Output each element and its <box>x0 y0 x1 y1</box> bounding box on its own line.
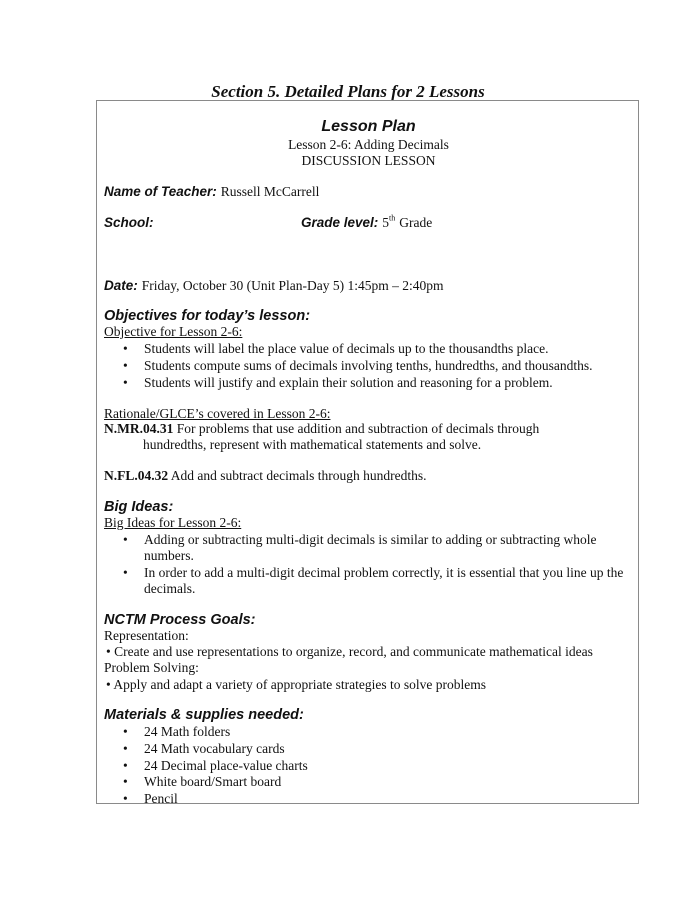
nctm-group-item: • Apply and adapt a variety of appropriate strategies to solve problems <box>106 677 486 692</box>
lesson-subtitle: Lesson 2-6: Adding Decimals <box>288 137 449 152</box>
rationale-subheading: Rationale/GLCE’s covered in Lesson 2-6: <box>104 406 331 421</box>
date-row <box>104 277 443 295</box>
bullet-icon: • <box>123 724 128 739</box>
bullet-icon: • <box>123 758 128 773</box>
bullet-icon: • <box>123 532 128 547</box>
nctm-group-item: • Create and use representations to organize, record, and communicate mathematical ideas <box>106 644 593 659</box>
grade-number: 5 <box>382 215 390 230</box>
standard-text-continued: hundredths, represent with mathematical statements and solve. <box>143 437 482 452</box>
big-idea-item-continued: numbers. <box>144 548 194 563</box>
big-ideas-subheading: Big Ideas for Lesson 2-6: <box>104 515 242 530</box>
nctm-group-label: Representation: <box>104 628 189 643</box>
standard-nfl-0432 <box>104 468 426 484</box>
bullet-icon: • <box>123 341 128 356</box>
lesson-plan-title: Lesson Plan <box>321 118 416 135</box>
date-label: Date: <box>104 278 138 293</box>
bullet-icon: • <box>123 565 128 580</box>
section-title: Section 5. Detailed Plans for 2 Lessons <box>211 82 485 101</box>
materials-heading: Materials & supplies needed: <box>104 707 304 723</box>
bullet-icon: • <box>123 741 128 756</box>
nctm-group-label: Problem Solving: <box>104 660 199 675</box>
teacher-value: Russell McCarrell <box>220 184 320 199</box>
grade-suffix: th <box>389 213 396 223</box>
school-label: School: <box>104 215 154 230</box>
teacher-row <box>104 183 319 201</box>
standard-text: For problems that use addition and subtraction of decimals through <box>176 421 540 436</box>
nctm-heading: NCTM Process Goals: <box>104 612 256 628</box>
standard-code: N.MR.04.31 <box>104 421 174 436</box>
standard-nmr-0431 <box>104 421 539 437</box>
bullet-icon: • <box>123 774 128 789</box>
school-row <box>104 214 154 232</box>
standard-text: Add and subtract decimals through hundredths. <box>170 468 427 483</box>
grade-row <box>301 214 432 232</box>
grade-label: Grade level: <box>301 215 379 230</box>
bullet-icon: • <box>123 375 128 390</box>
objectives-heading: Objectives for today’s lesson: <box>104 308 311 324</box>
bullet-icon: • <box>123 358 128 373</box>
date-value: Friday, October 30 (Unit Plan-Day 5) 1:45pm – 2:40pm <box>141 278 444 293</box>
lesson-type: DISCUSSION LESSON <box>301 153 436 168</box>
objectives-subheading: Objective for Lesson 2-6: <box>104 324 243 339</box>
lesson-plan-box: Lesson Plan Lesson 2-6: Adding Decimals DISCUSSION LESSON Name of Teacher: Russell McCarrell School: Grade level: 5th Grade Date: Friday, October 30 (Unit Plan-Day 5) 1:45pm – 2:40pm Objectives for today’s lesson: Objective for Lesson 2-6: • Students will label the place value of decimals up to the thousandths place. • Students compute sums of decimals involving tenths, hundredths, and thousandths. • Students will justify and explain their solution and reasoning for a problem. Rationale/GLCE’s covered in Lesson 2-6: N.MR.04.31 For problems that use addition and subtraction of decimals through hundredths, represent with mathematical statements and solve. N.FL.04.32 Add and subtract decimals through hundredths. Big Ideas: Big Ideas for Lesson 2-6: • Adding or subtracting multi-digit decimals is similar to adding or subtracting whole numbers. • In order to add a multi-digit decimal problem correctly, it is essential that you line up the decimals. NCTM Process Goals: Representation: • Create and use representations to organize, record, and communicate mathematical ideas Problem Solving: • Apply and adapt a variety of appropriate strategies to solve problems Materials & supplies needed: • 24 Math folders • 24 Math vocabulary cards • 24 Decimal place-value charts • White board/Smart board • Pencil <box>96 100 639 804</box>
big-idea-item-continued: decimals. <box>144 581 196 596</box>
teacher-label: Name of Teacher: <box>104 184 217 199</box>
bullet-icon: • <box>123 791 128 806</box>
big-ideas-heading: Big Ideas: <box>104 499 174 515</box>
grade-word: Grade <box>399 215 433 230</box>
standard-code: N.FL.04.32 <box>104 468 169 483</box>
